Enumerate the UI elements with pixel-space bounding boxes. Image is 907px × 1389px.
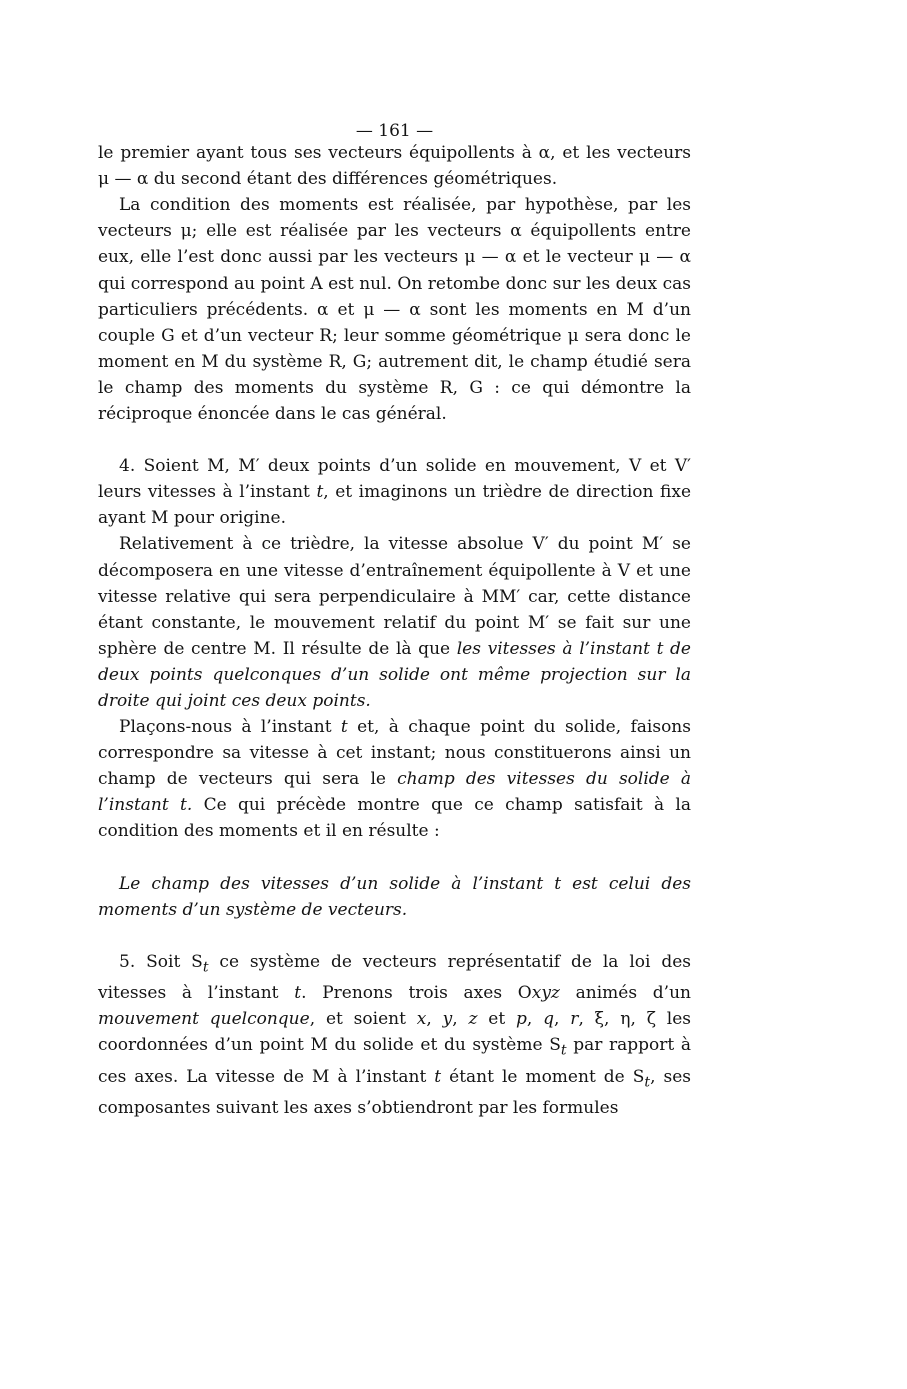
- section-5-paragraph: 5. Soit $S_t$ ce système de vecteurs représentatif de la loi des vitesses à l’instant t. Prenons trois axes Oxyz animés d’un mouvement quelconque, et soient x, y, z et p, q, r, ξ, η, ζ les coordonnées d’un point M du solide et du système $S_t$ par rapport à ces axes. La vitesse de M à l’instant t étant le moment de $S_t$, ses composantes suivant les axes s’obtiendront par les formules: [98, 951, 691, 1119]
- paragraph-continuation: le premier ayant tous ses vecteurs équipollents à α, et les vecteurs μ — α du second étant des différences géométriques.: [98, 143, 691, 190]
- paragraph-velocity-field: Plaçons-nous à l’instant t et, à chaque point du solide, faisons correspondre sa vitesse à cet instant; nous constituerons ainsi un champ de vecteurs qui sera le champ des vitesses du solide à l’instant t. Ce qui précède montre que ce champ satisfait à la condition des moments et il en résulte :: [98, 717, 692, 842]
- page-number: — 161 —: [355, 121, 434, 141]
- theorem-statement: Le champ des vitesses d’un solide à l’instant t est celui des moments d’un système de vecteurs.: [98, 873, 691, 920]
- page: [98, 118, 691, 1121]
- section-4-paragraph: 4. Soient M, M′ deux points d’un solide en mouvement, V et V′ leurs vitesses à l’instant t, et imaginons un trièdre de direction fixe ayant M pour origine.: [98, 456, 691, 529]
- paragraph-moments-condition: La condition des moments est réalisée, par hypothèse, par les vecteurs μ; elle est réalisée par les vecteurs α équipollents entre eux, elle l’est donc aussi par les vecteurs μ — α et le vecteur μ — α qui correspond au point A est nul. On retombe donc sur les deux cas particuliers précédents. α et μ — α sont les moments en M d’un couple G et d’un vecteur R; leur somme géométrique μ sera donc le moment en M du système R, G; autrement dit, le champ étudié sera le champ des moments du système R, G : ce qui démontre la réciproque énoncée dans le cas général.: [98, 195, 691, 425]
- paragraph-relative-velocity: Relativement à ce trièdre, la vitesse absolue V′ du point M′ se décomposera en une vitesse d’entraînement équipollente à V et une vitesse relative qui sera perpendiculaire à MM′ car, cette distance étant constante, le mouvement relatif du point M′ se fait sur une sphère de centre M. Il résulte de là que les vitesses à l’instant t de deux points quelconques d’un solide ont même projection sur la droite qui joint ces deux points.: [98, 534, 691, 711]
